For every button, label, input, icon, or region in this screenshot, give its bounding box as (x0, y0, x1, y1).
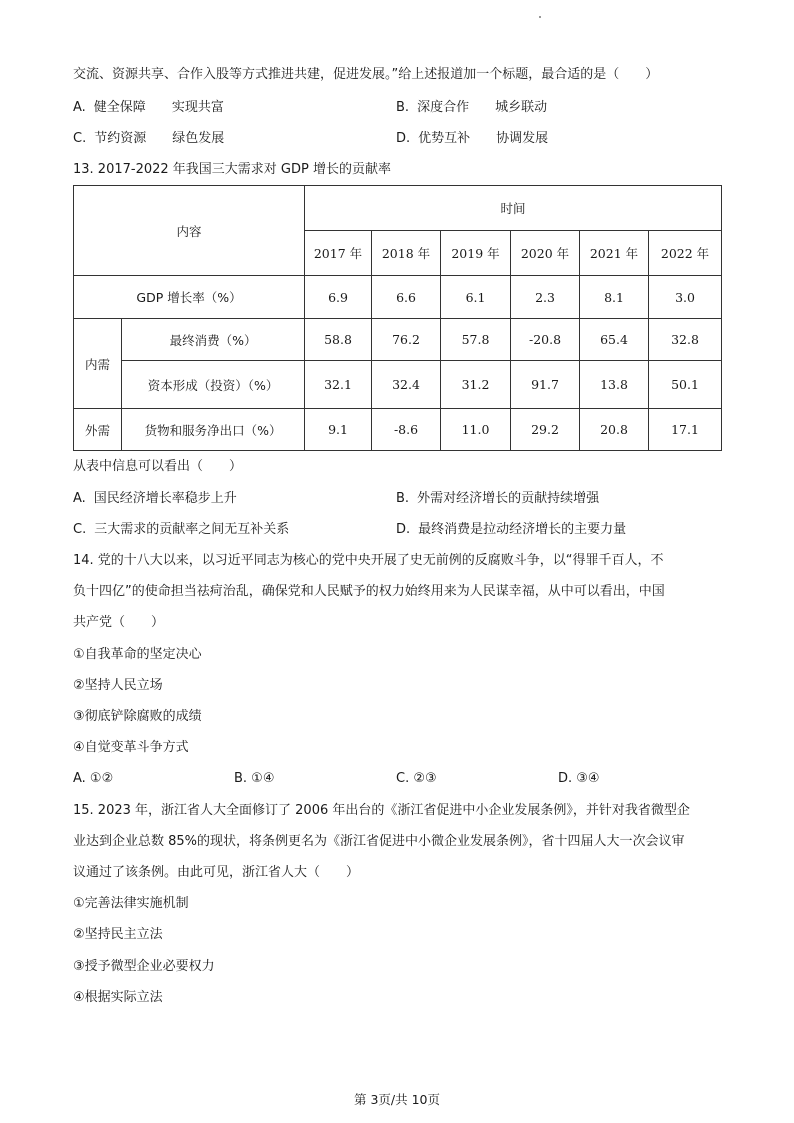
page-number: 第 3页/共 10页 (353, 1092, 441, 1107)
q15-item: ①完善法律实施机制 (73, 896, 189, 911)
table-cell: 65.4 (580, 319, 649, 361)
table-cell: 6.1 (441, 276, 511, 319)
table-cell: 32.8 (649, 319, 722, 361)
q14-item: ②坚持人民立场 (73, 678, 163, 693)
scan-speck (539, 16, 541, 18)
investment-row (74, 361, 722, 409)
table-cell: 2.3 (511, 276, 580, 319)
consumption-label: 最终消费（%） (122, 319, 305, 361)
gdp-row (74, 276, 722, 319)
content-header: 内容 (74, 186, 305, 276)
q13-option-d: D. 最终消费是拉动经济增长的主要力量 (396, 522, 627, 537)
external-demand-label: 外需 (74, 409, 122, 451)
domestic-demand-label: 内需 (74, 319, 122, 409)
investment-label: 资本形成（投资）（%） (122, 361, 305, 409)
q13-question: 从表中信息可以看出（ ） (73, 459, 243, 474)
q14-stem-line: 共产党（ ） (73, 615, 165, 630)
table-cell: 57.8 (441, 319, 511, 361)
year-cell: 2021 年 (580, 231, 649, 276)
year-cell: 2022 年 (649, 231, 722, 276)
year-cell: 2017 年 (305, 231, 372, 276)
consumption-row (74, 319, 722, 361)
year-cell: 2020 年 (511, 231, 580, 276)
table-cell: -20.8 (511, 319, 580, 361)
q12-stem-tail: 交流、资源共享、合作入股等方式推进共建，促进发展。”给上述报道加一个标题，最合适的是（ ） (73, 67, 659, 82)
table-cell: 3.0 (649, 276, 722, 319)
table-cell: 6.9 (305, 276, 372, 319)
gdp-contribution-table (73, 185, 722, 451)
netexport-label: 货物和服务净出口（%） (122, 409, 305, 451)
q14-option-d: D. ③④ (558, 771, 600, 786)
q15-item: ④根据实际立法 (73, 990, 163, 1005)
q12-option-a: A. 健全保障 实现共富 (73, 100, 224, 115)
q15-item: ②坚持民主立法 (73, 927, 163, 942)
table-cell: 8.1 (580, 276, 649, 319)
q13-option-b: B. 外需对经济增长的贡献持续增强 (396, 491, 600, 506)
table-cell: 11.0 (441, 409, 511, 451)
q14-item: ④自觉变革斗争方式 (73, 740, 189, 755)
table-cell: 31.2 (441, 361, 511, 409)
q14-item: ③彻底铲除腐败的成绩 (73, 709, 202, 724)
table-cell: 91.7 (511, 361, 580, 409)
q15-stem-line: 议通过了该条例。由此可见，浙江省人大（ ） (73, 865, 360, 880)
q13-option-a: A. 国民经济增长率稳步上升 (73, 491, 237, 506)
q14-stem-line: 负十四亿”的使命担当祛疴治乱，确保党和人民赋予的权力始终用来为人民谋幸福，从中可以看出，中国 (73, 584, 665, 599)
gdp-label: GDP 增长率（%） (74, 276, 305, 319)
q12-option-c: C. 节约资源 绿色发展 (73, 131, 225, 146)
table-cell: 32.4 (372, 361, 441, 409)
q12-option-d: D. 优势互补 协调发展 (396, 131, 549, 146)
table-cell: 29.2 (511, 409, 580, 451)
q12-option-b: B. 深度合作 城乡联动 (396, 100, 548, 115)
table-cell: 17.1 (649, 409, 722, 451)
table-cell: 58.8 (305, 319, 372, 361)
q13-title: 13. 2017-2022 年我国三大需求对 GDP 增长的贡献率 (73, 162, 391, 177)
q15-item: ③授予微型企业必要权力 (73, 959, 215, 974)
q14-item: ①自我革命的坚定决心 (73, 647, 202, 662)
table-cell: 32.1 (305, 361, 372, 409)
netexport-row (74, 409, 722, 451)
table-cell: 6.6 (372, 276, 441, 319)
q13-option-c: C. 三大需求的贡献率之间无互补关系 (73, 522, 290, 537)
q14-option-c: C. ②③ (396, 771, 437, 786)
q14-option-b: B. ①④ (234, 771, 275, 786)
table-cell: 20.8 (580, 409, 649, 451)
table-cell: 76.2 (372, 319, 441, 361)
table-cell: -8.6 (372, 409, 441, 451)
year-cell: 2019 年 (441, 231, 511, 276)
q15-stem-line: 15. 2023 年，浙江省人大全面修订了 2006 年出台的《浙江省促进中小企业发展条例》，并针对我省微型企 (73, 803, 690, 818)
q15-stem-line: 业达到企业总数 85%的现状，将条例更名为《浙江省促进中小微企业发展条例》，省十四届人大一次会议审 (73, 834, 685, 849)
table-cell: 50.1 (649, 361, 722, 409)
table-cell: 9.1 (305, 409, 372, 451)
time-header: 时间 (305, 186, 722, 231)
year-cell: 2018 年 (372, 231, 441, 276)
table-cell: 13.8 (580, 361, 649, 409)
q14-option-a: A. ①② (73, 771, 114, 786)
q14-stem-line: 14. 党的十八大以来，以习近平同志为核心的党中央开展了史无前例的反腐败斗争，以“得罪千百人，不 (73, 553, 664, 568)
